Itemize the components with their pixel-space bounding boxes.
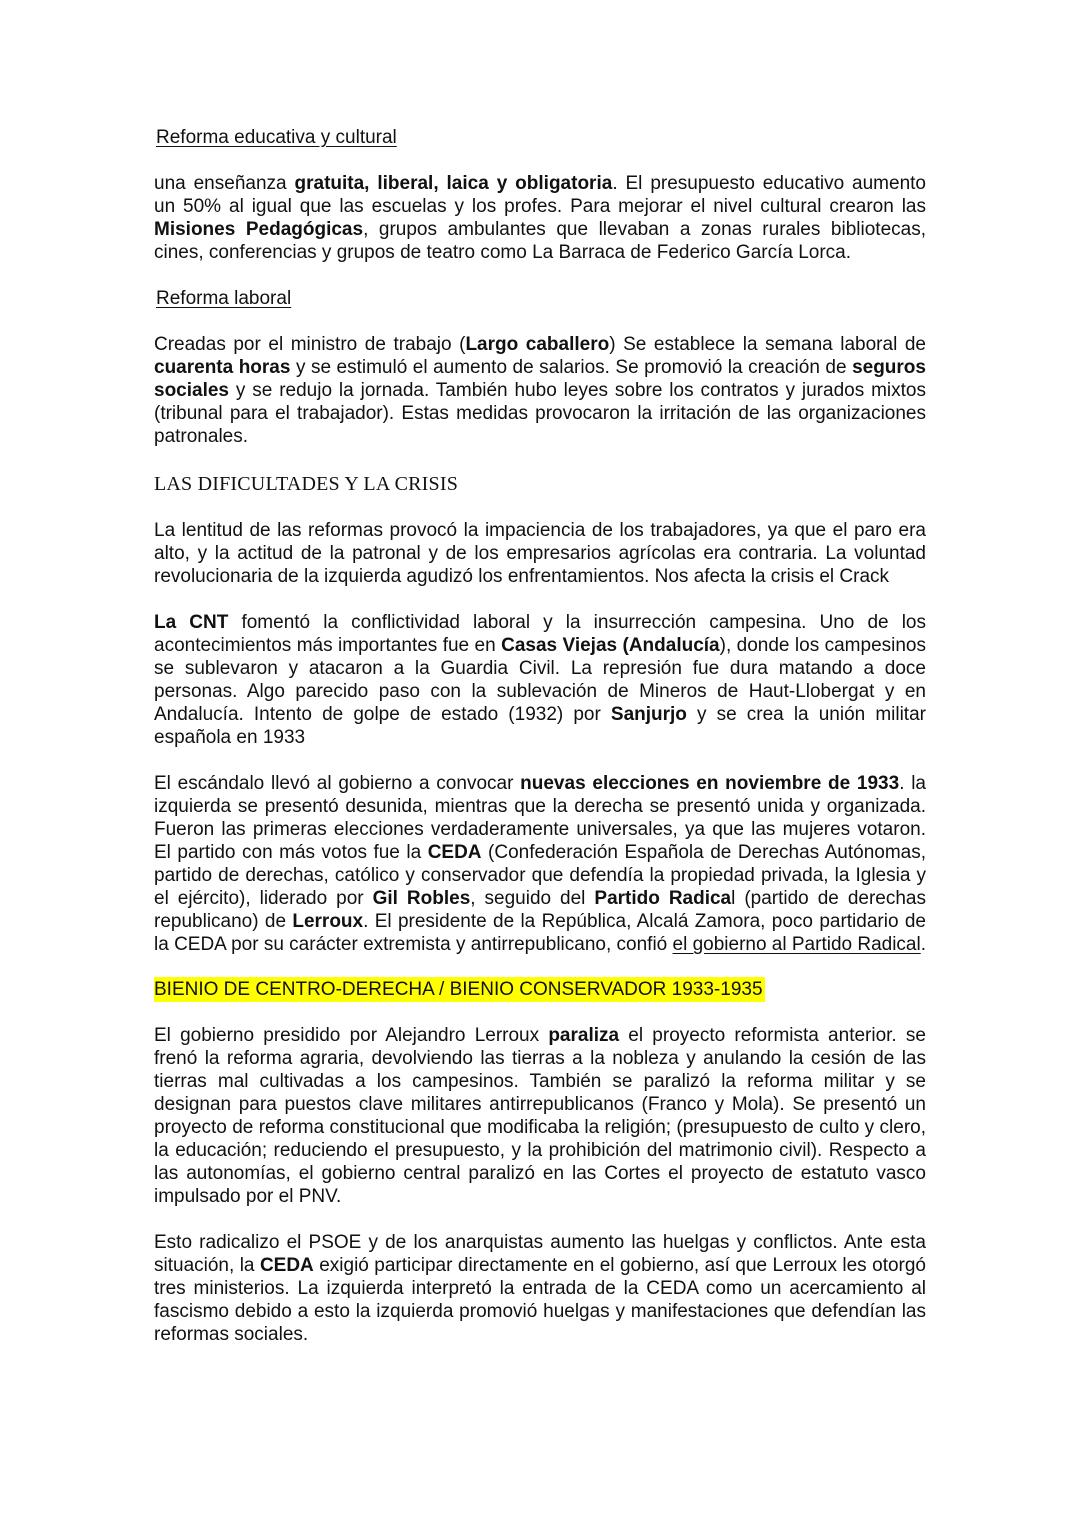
paragraph-dificultades-1: La lentitud de las reformas provocó la impaciencia de los trabajadores, ya que el paro era alto, y la actitud de la patronal y de los empresarios agrícolas era contraria. La voluntad revolucionaria de la izquierda agudizó los enfrentamientos. Nos afecta la crisis el Crack [154,520,926,587]
paragraph-reforma-laboral: Creadas por el ministro de trabajo (Largo caballero) Se establece la semana laboral de cuarenta horas y se estimuló el aumento de salarios. Se promovió la creación de seguros sociales y se redujo la jornada. También hubo leyes sobre los contratos y jurados mixtos (tribunal para el trabajador). Estas medidas provocaron la irritación de las organizaciones patronales. [154,334,926,447]
paragraph-reforma-educativa: una enseñanza gratuita, liberal, laica y obligatoria. El presupuesto educativo aumento un 50% al igual que las escuelas y los profes. Para mejorar el nivel cultural crearon las Misiones Pedagógicas, grupos ambulantes que llevaban a zonas rurales bibliotecas, cines, conferencias y grupos de teatro como La Barraca de Federico García Lorca. [154,173,926,263]
heading-dificultades: LAS DIFICULTADES Y LA CRISIS [154,473,459,495]
paragraph-dificultades-2: La CNT fomentó la conflictividad laboral y la insurrección campesina. Uno de los acontecimientos más importantes fue en Casas Viejas (Andalucía), donde los campesinos se sublevaron y atacaron a la Guardia Civil. La represión fue dura matando a doce personas. Algo parecido paso con la sublevación de Mineros de Haut-Llobergat y en Andalucía. Intento de golpe de estado (1932) por Sanjurjo y se crea la unión militar española en 1933 [154,612,927,748]
paragraph-dificultades-3: El escándalo llevó al gobierno a convocar nuevas elecciones en noviembre de 1933. la izquierda se presentó desunida, mientras que la derecha se presentó unida y organizada. Fueron las primeras elecciones verdaderamente universales, ya que las mujeres votaron. El partido con más votos fue la CEDA (Confederación Española de Derechas Autónomas, partido de derechas, católico y conservador que defendía la propiedad privada, la Iglesia y el ejército), liderado por Gil Robles, seguido del Partido Radical (partido de derechas republicano) de Lerroux. El presidente de la República, Alcalá Zamora, poco partidario de la CEDA por su carácter extremista y antirrepublicano, confió el gobierno al Partido Radical. [154,773,927,955]
document-page [154,126,926,1346]
heading-reforma-laboral: Reforma laboral [156,288,292,309]
heading-reforma-educativa: Reforma educativa y cultural [156,127,397,148]
paragraph-bienio-1: El gobierno presidido por Alejandro Lerroux paraliza el proyecto reformista anterior. se frenó la reforma agraria, devolviendo las tierras a la nobleza y anulando la cesión de las tierras mal cultivadas a los campesinos. También se paralizó la reforma militar y se designan para puestos clave militares antirrepublicanos (Franco y Mola). Se presentó un proyecto de reforma constitucional que modificaba la religión; (presupuesto de culto y clero, la educación; reduciendo el presupuesto, y la prohibición del matrimonio civil). Respecto a las autonomías, el gobierno central paralizó en las Cortes el proyecto de estatuto vasco impulsado por el PNV. [154,1025,926,1207]
heading-bienio-highlighted: BIENIO DE CENTRO-DERECHA / BIENIO CONSERVADOR 1933-1935 [154,979,763,1000]
paragraph-bienio-2: Esto radicalizo el PSOE y de los anarquistas aumento las huelgas y conflictos. Ante esta situación, la CEDA exigió participar directamente en el gobierno, así que Lerroux les otorgó tres ministerios. La izquierda interpretó la entrada de la CEDA como un acercamiento al fascismo debido a esto la izquierda promovió huelgas y manifestaciones que defendían las reformas sociales. [154,1232,926,1345]
